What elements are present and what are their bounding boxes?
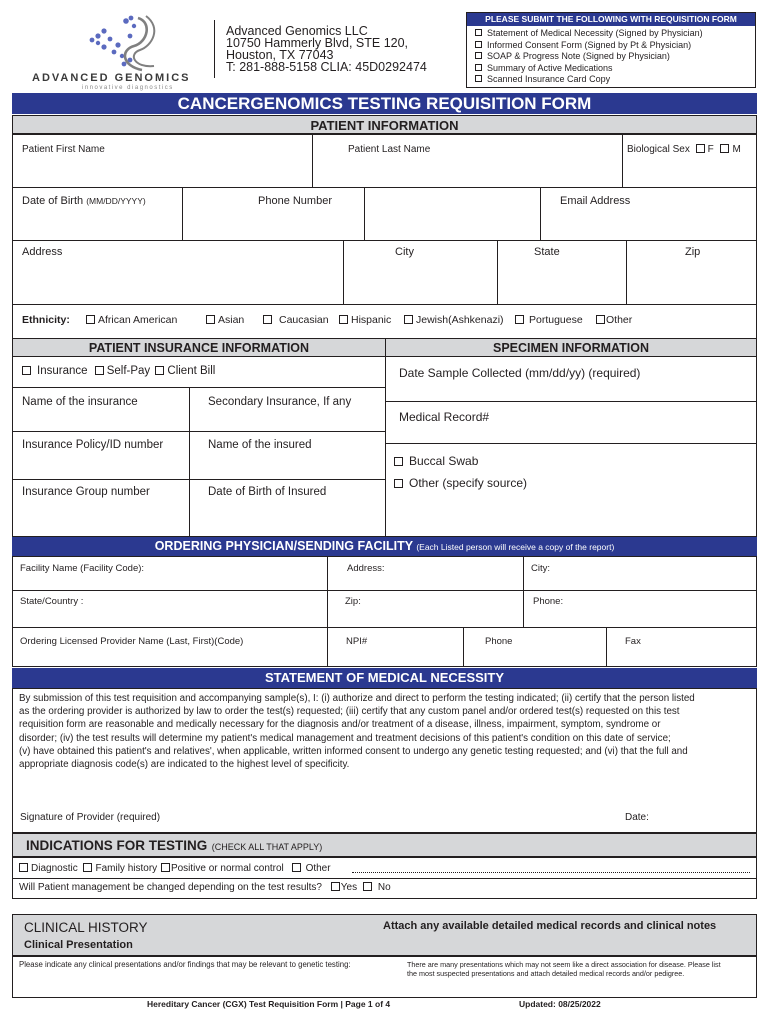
state-field[interactable]: State — [534, 246, 560, 258]
eth-caucasian-checkbox[interactable] — [263, 315, 272, 324]
indications-header — [12, 833, 757, 857]
ethnicity-label: Ethnicity: — [22, 314, 70, 326]
clinical-note-2: the most suspected presentations and attach detailed medical records and/or pedigree. — [407, 969, 685, 978]
eth-jewish-checkbox[interactable] — [404, 315, 413, 324]
footer-title: Hereditary Cancer (CGX) Test Requisition Form | Page 1 of 4 — [147, 999, 391, 1009]
necessity-line: as the ordering provider is authorized by law to order the test(s) requested; (iii) certify that any custom panel and/or ordered test(s) requested on this test — [19, 706, 680, 718]
company-name: Advanced Genomics LLC — [226, 24, 368, 38]
clinical-instruction: Please indicate any clinical presentations and/or findings that may be relevant to genetic testing: — [19, 960, 351, 969]
indications-note: (CHECK ALL THAT APPLY) — [211, 842, 323, 852]
bio-sex-label: Biological Sex — [627, 144, 690, 155]
submit-item-checkbox[interactable] — [475, 41, 482, 48]
company-info — [226, 25, 427, 73]
company-address2: Houston, TX 77043 — [226, 48, 334, 62]
header-divider — [214, 20, 215, 78]
specimen-grid — [385, 356, 757, 537]
patient-last-name-field[interactable]: Patient Last Name — [348, 144, 431, 155]
submit-item-label: Statement of Medical Necessity (Signed by Physician) — [487, 28, 703, 38]
eth-portuguese-checkbox[interactable] — [515, 315, 524, 324]
eth-caucasian-label: Caucasian — [279, 314, 329, 326]
control-label: Positive or normal control — [170, 863, 284, 874]
eth-asian-checkbox[interactable] — [206, 315, 215, 324]
npi-field[interactable]: NPI# — [346, 636, 368, 647]
dob-label: Date of Birth — [22, 195, 84, 207]
necessity-header: STATEMENT OF MEDICAL NECESSITY — [12, 668, 757, 688]
buccal-swab-label: Buccal Swab — [409, 454, 479, 468]
submit-item-checkbox[interactable] — [475, 64, 482, 71]
indication-other-checkbox[interactable] — [292, 863, 301, 872]
biological-sex-field — [627, 144, 741, 155]
insurance-header: PATIENT INSURANCE INFORMATION — [12, 338, 386, 357]
eth-portuguese-label: Portuguese — [529, 314, 583, 326]
insured-name-field[interactable]: Name of the insured — [208, 439, 312, 451]
ethnicity-row — [22, 314, 70, 326]
physician-header-note: (Each Listed person will receive a copy of the report) — [416, 542, 615, 552]
provider-name-field[interactable]: Ordering Licensed Provider Name (Last, First)(Code) — [20, 636, 244, 647]
submit-item-checkbox[interactable] — [475, 29, 482, 36]
logo-text: ADVANCED GENOMICS — [32, 72, 191, 84]
fax-field[interactable]: Fax — [625, 636, 641, 647]
necessity-line: requisition form are reasonable and medically necessary for the diagnosis and/or treatment of a disease, illness, impairment, symptom, syndrome or — [19, 719, 661, 731]
eth-other-label: Other — [606, 314, 633, 326]
medical-record-field[interactable]: Medical Record# — [399, 410, 490, 424]
physician-city-field[interactable]: City: — [531, 563, 550, 574]
eth-african-american-checkbox[interactable] — [86, 315, 95, 324]
submit-box — [466, 12, 756, 88]
eth-hispanic-label: Hispanic — [351, 314, 392, 326]
buccal-swab-checkbox[interactable] — [394, 457, 403, 466]
management-yes-label: Yes — [340, 882, 358, 893]
company-address1: 10750 Hammerly Blvd, STE 120, — [226, 36, 409, 50]
facility-name-field[interactable]: Facility Name (Facility Code): — [20, 563, 145, 574]
eth-asian-label: Asian — [218, 314, 245, 326]
phone-number-field[interactable]: Phone Number — [258, 195, 332, 207]
email-address-field[interactable]: Email Address — [560, 195, 631, 207]
submit-item-label: Scanned Insurance Card Copy — [487, 74, 611, 84]
sex-f-checkbox[interactable] — [696, 144, 705, 153]
other-source-label: Other (specify source) — [409, 476, 528, 490]
family-history-label: Family history — [95, 863, 158, 874]
date-collected-field[interactable]: Date Sample Collected (mm/dd/yy) (required) — [399, 366, 641, 380]
submit-item-label: SOAP & Progress Note (Signed by Physician) — [487, 51, 670, 61]
submit-item — [475, 51, 755, 63]
eth-african-american-label: African American — [98, 314, 178, 326]
family-history-checkbox[interactable] — [83, 863, 92, 872]
clinical-attach-note: Attach any available detailed medical records and clinical notes — [383, 920, 717, 932]
insurance-option-label: Insurance — [37, 365, 88, 377]
sex-m-checkbox[interactable] — [720, 144, 729, 153]
submit-item — [475, 28, 755, 40]
eth-other-checkbox[interactable] — [596, 315, 605, 324]
submit-item-label: Summary of Active Medications — [487, 62, 613, 73]
logo — [30, 12, 205, 92]
company-contact: T: 281-888-5158 CLIA: 45D0292474 — [226, 60, 427, 74]
submit-item — [475, 74, 755, 86]
insured-dob-field[interactable]: Date of Birth of Insured — [208, 486, 327, 498]
necessity-line: (v) have obtained this patient's and relatives', when applicable, written informed consent to undergo any genetic testing requested; and (vi) that the full and — [19, 745, 688, 757]
specimen-header: SPECIMEN INFORMATION — [385, 338, 757, 357]
other-dotted-line[interactable] — [352, 872, 750, 873]
submit-item — [475, 40, 755, 52]
dob-format: (MM/DD/YYYY) — [86, 196, 146, 206]
address-field[interactable]: Address — [22, 246, 63, 258]
form-title: CANCERGENOMICS TESTING REQUISITION FORM — [12, 93, 757, 114]
patient-first-name-field[interactable]: Patient First Name — [22, 144, 105, 155]
dob-field[interactable] — [22, 195, 146, 207]
submit-list — [467, 26, 755, 86]
management-yes-checkbox[interactable] — [331, 882, 340, 891]
logo-tagline: innovative diagnostics — [82, 85, 174, 91]
other-source-checkbox[interactable] — [394, 479, 403, 488]
signature-date-field[interactable]: Date: — [625, 812, 649, 823]
sex-f-label: F — [707, 144, 714, 155]
patient-info-grid — [12, 134, 757, 341]
zip-field[interactable]: Zip — [685, 246, 701, 258]
provider-phone-field[interactable]: Phone — [485, 636, 513, 647]
state-country-field[interactable]: State/Country : — [20, 596, 84, 607]
selfpay-option-label: Self-Pay — [106, 365, 151, 377]
signature-field[interactable]: Signature of Provider (required) — [20, 812, 161, 823]
physician-phone-field[interactable]: Phone: — [533, 596, 564, 607]
policy-id-field[interactable]: Insurance Policy/ID number — [22, 439, 164, 451]
management-no-label: No — [377, 882, 391, 893]
clinical-note-1: There are many presentations which may not seem like a direct association for disease. Please list — [407, 960, 721, 969]
dna-logo-icon — [30, 12, 205, 74]
indications-title: INDICATIONS FOR TESTING — [26, 838, 208, 853]
submit-item-checkbox[interactable] — [475, 75, 482, 82]
footer-updated: Updated: 08/25/2022 — [519, 999, 601, 1009]
secondary-insurance-field[interactable]: Secondary Insurance, If any — [208, 396, 352, 408]
insurance-checkbox[interactable] — [22, 366, 31, 375]
eth-jewish-label: Jewish(Ashkenazi) — [416, 314, 504, 326]
management-question: Will Patient management be changed depending on the test results? — [19, 882, 322, 893]
eth-hispanic-checkbox[interactable] — [339, 315, 348, 324]
diagnostic-checkbox[interactable] — [19, 863, 28, 872]
clientbill-checkbox[interactable] — [155, 366, 164, 375]
physician-header — [12, 537, 757, 556]
group-number-field[interactable]: Insurance Group number — [22, 486, 150, 498]
control-checkbox[interactable] — [161, 863, 170, 872]
diagnostic-label: Diagnostic — [31, 863, 78, 874]
indication-other-label: Other — [305, 863, 331, 874]
sex-m-label: M — [732, 144, 741, 155]
physician-header-title: ORDERING PHYSICIAN/SENDING FACILITY — [154, 539, 413, 553]
city-field[interactable]: City — [395, 246, 414, 258]
clinical-title: CLINICAL HISTORY — [24, 920, 148, 935]
necessity-line: disorder; (iv) the test results will determine my patient's medical management and treatment decisions of this patient's condition on this date of service; — [19, 732, 671, 744]
necessity-line: By submission of this test requisition and accompanying sample(s), I: (i) authorize and direct to perform the testing indicated; (ii) certify that the person listed — [19, 693, 695, 704]
clientbill-option-label: Client Bill — [167, 365, 216, 377]
patient-info-header: PATIENT INFORMATION — [12, 115, 757, 134]
necessity-line: appropriate diagnosis code(s) are indicated to the highest level of specificity. — [19, 759, 350, 771]
physician-zip-field[interactable]: Zip: — [345, 596, 361, 607]
selfpay-checkbox[interactable] — [95, 366, 104, 375]
management-no-checkbox[interactable] — [363, 882, 372, 891]
submit-item — [475, 63, 755, 75]
insurance-name-field[interactable]: Name of the insurance — [22, 396, 138, 408]
clinical-subtitle: Clinical Presentation — [24, 939, 133, 951]
physician-address-field[interactable]: Address: — [347, 563, 385, 574]
submit-item-checkbox[interactable] — [475, 52, 482, 59]
submit-item-label: Informed Consent Form (Signed by Pt & Physician) — [487, 39, 692, 50]
submit-box-header: PLEASE SUBMIT THE FOLLOWING WITH REQUISITION FORM — [467, 13, 755, 26]
necessity-text — [19, 692, 753, 771]
